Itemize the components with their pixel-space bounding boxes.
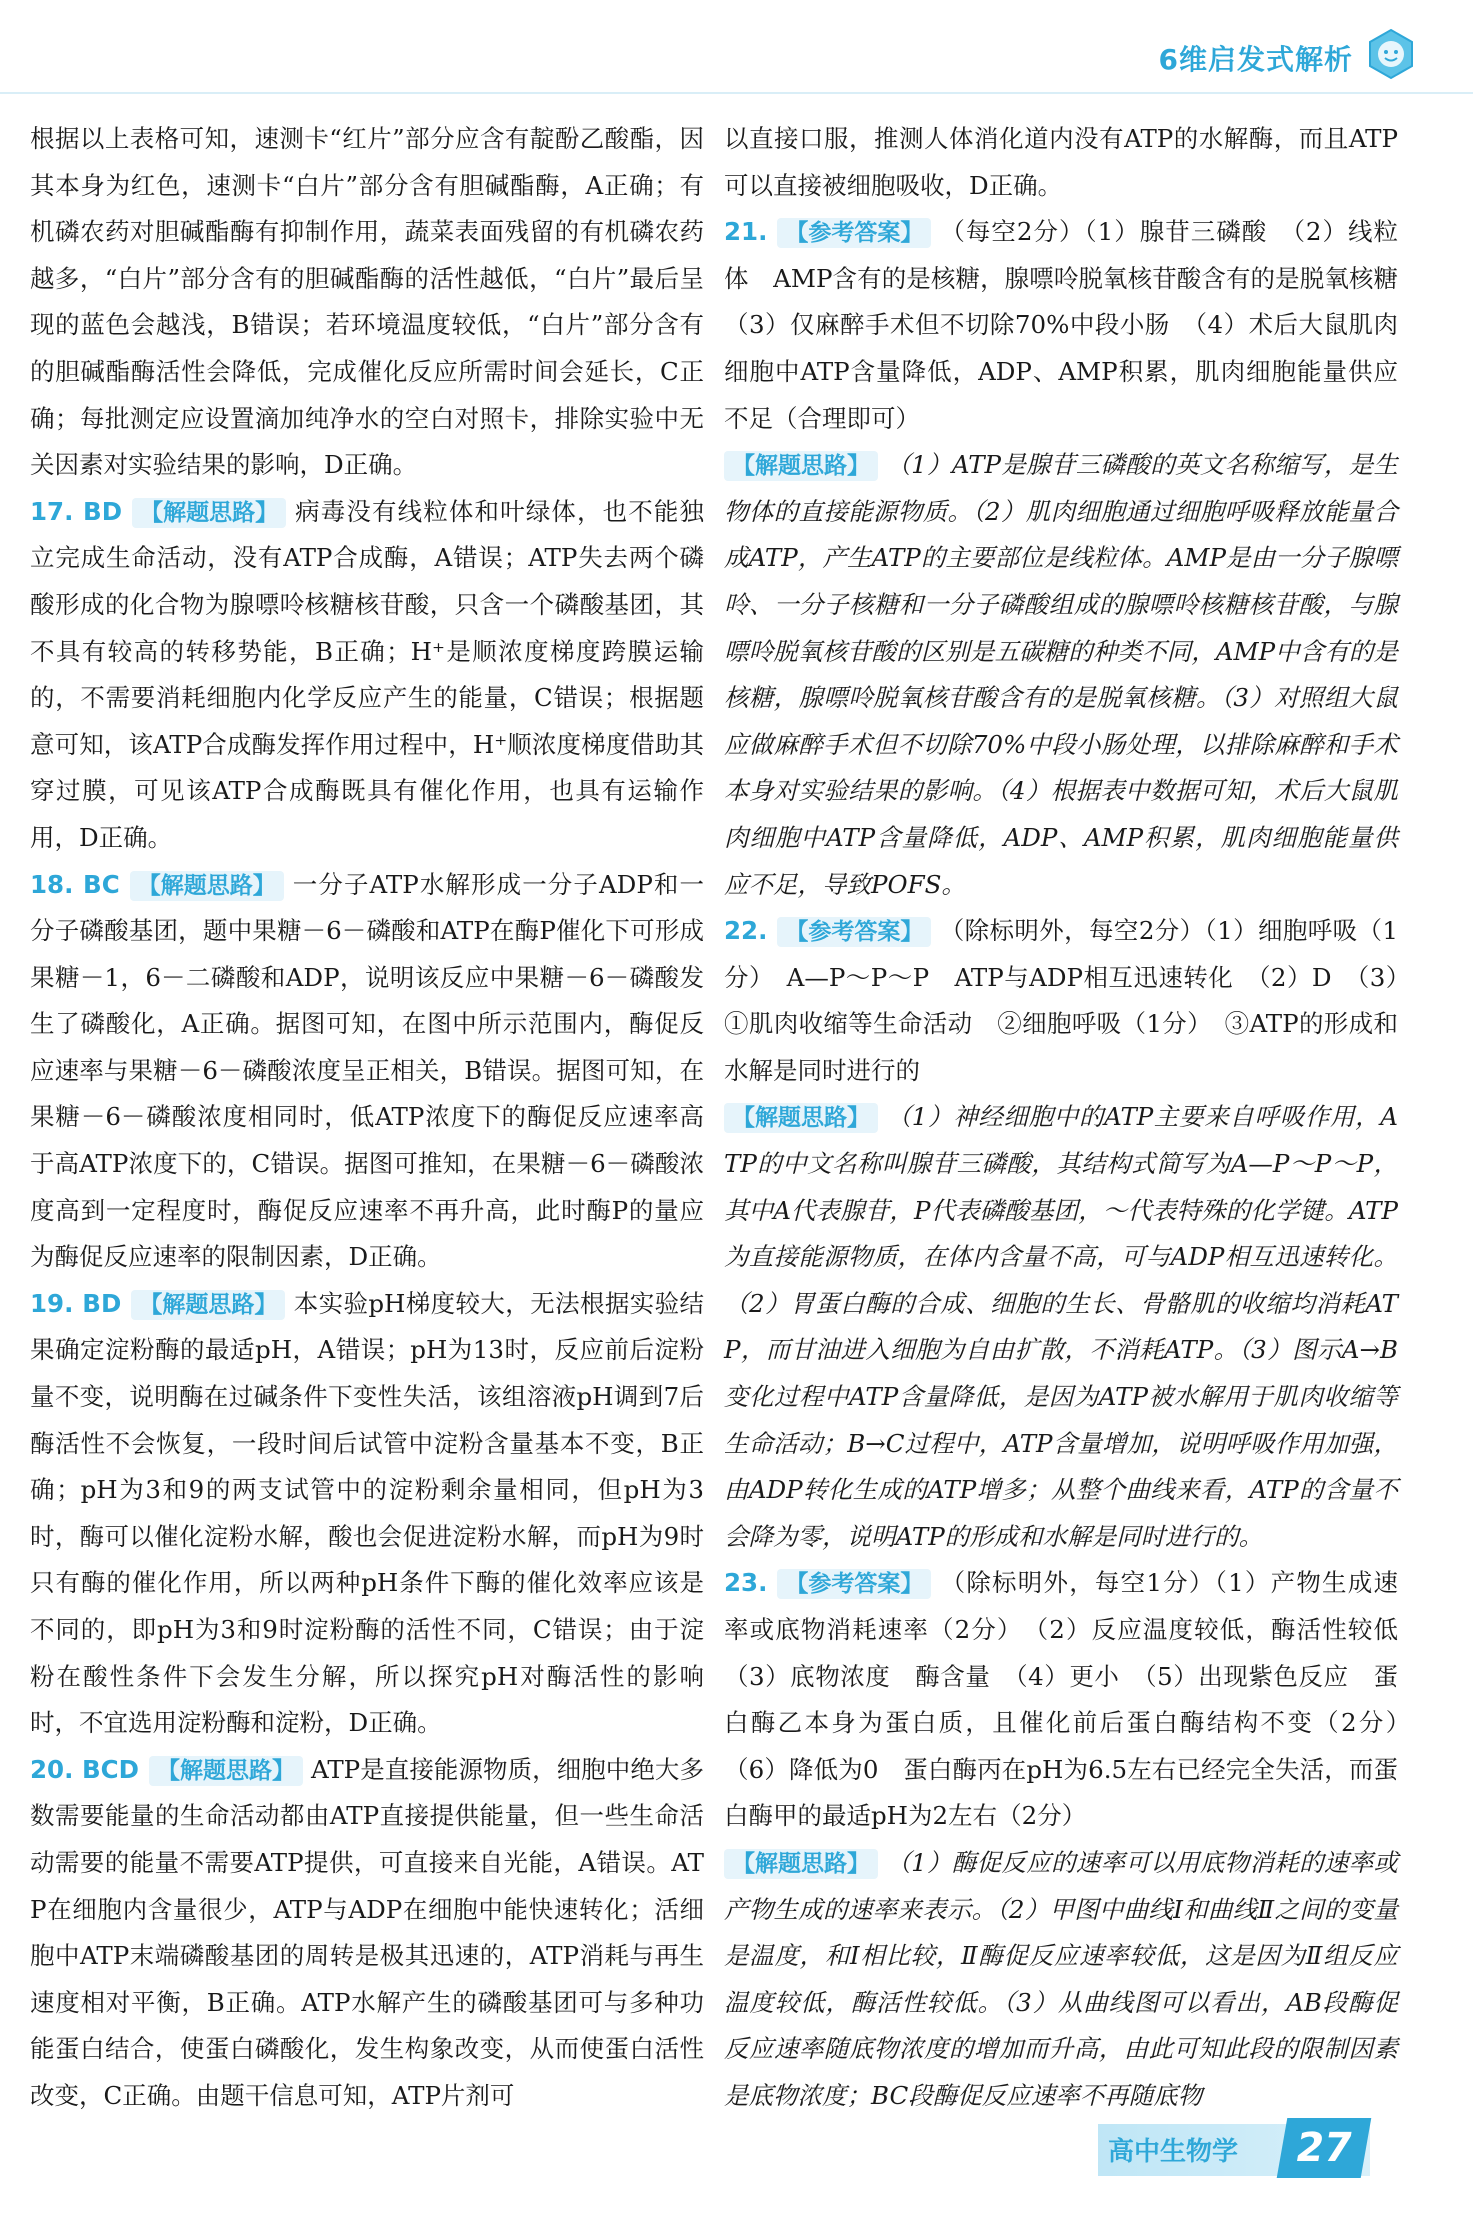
question-number: 22.: [724, 916, 768, 946]
answer-paragraph: [724, 1560, 1423, 1840]
question-number: 21.: [724, 217, 768, 247]
answer-paragraph: [30, 1747, 704, 2120]
header-badge-icon: [1365, 28, 1417, 80]
right-column: [724, 116, 1423, 2120]
header-divider: [0, 92, 1473, 94]
question-number: 18. BC: [30, 869, 120, 899]
paragraph-text: （每空2分）（1）腺苷三磷酸 （2）线粒体 AMP含有的是核糖，腺嘌呤脱氧核苷酸含有的是脱氧核糖 （3）仅麻醉手术但不切除70%中段小肠 （4）术后大鼠肌肉细胞中ATP含量降低，ADP、AMP积累，肌肉细胞能量供应不足（合理即可）: [724, 217, 1423, 433]
section-tag: 【参考答案】: [777, 917, 931, 947]
section-tag: 【解题思路】: [131, 1290, 285, 1320]
paragraph-text: （1）神经细胞中的ATP主要来自呼吸作用，ATP的中文名称叫腺苷三磷酸，其结构式简写为A—P～P～P，其中A代表腺苷，P代表磷酸基团，～代表特殊的化学键。ATP为直接能源物质，在体内含量不高，可与ADP相互迅速转化。（2）胃蛋白酶的合成、细胞的生长、骨骼肌的收缩均消耗ATP，而甘油进入细胞为自由扩散，不消耗ATP。（3）图示A→B变化过程中ATP含量降低，是因为ATP被水解用于肌肉收缩等生命活动；B→C过程中，ATP含量增加，说明呼吸作用加强，由ADP转化生成的ATP增多；从整个曲线来看，ATP的含量不会降为零，说明ATP的形成和水解是同时进行的。: [724, 1102, 1398, 1551]
answer-paragraph: [30, 862, 704, 1281]
footer-subject: 高中生物学: [1108, 2137, 1239, 2167]
answer-paragraph: [724, 209, 1423, 442]
paragraph-text: 根据以上表格可知，速测卡“红片”部分应含有靛酚乙酸酯，因其本身为红色，速测卡“白片”部分含有胆碱酯酶，A正确；有机磷农药对胆碱酯酶有抑制作用，蔬菜表面残留的有机磷农药越多，“白片”部分含有的胆碱酯酶的活性越低，“白片”最后呈现的蓝色会越浅，B错误；若环境温度较低，“白片”部分含有的胆碱酯酶活性会降低，完成催化反应所需时间会延长，C正确；每批测定应设置滴加纯净水的空白对照卡，排除实验中无关因素对实验结果的影响，D正确。: [30, 124, 704, 480]
page-number: 27: [1277, 2118, 1372, 2178]
section-tag: 【解题思路】: [149, 1756, 303, 1786]
section-tag: 【解题思路】: [724, 1103, 878, 1133]
section-tag: 【解题思路】: [724, 1849, 878, 1879]
paragraph-text: ATP是直接能源物质，细胞中绝大多数需要能量的生命活动都由ATP直接提供能量，但一些生命活动需要的能量不需要ATP提供，可直接来自光能，A错误。ATP在细胞内含量很少，ATP与ADP在细胞中能快速转化；活细胞中ATP末端磷酸基团的周转是极其迅速的，ATP消耗与再生速度相对平衡，B正确。ATP水解产生的磷酸基团可与多种功能蛋白结合，使蛋白磷酸化，发生构象改变，从而使蛋白活性改变，C正确。由题干信息可知，ATP片剂可: [30, 1754, 704, 2110]
question-number: 20. BCD: [30, 1754, 139, 1784]
section-tag: 【解题思路】: [724, 451, 878, 481]
answer-paragraph: [30, 116, 704, 489]
question-number: 23.: [724, 1568, 768, 1598]
answer-paragraph: [724, 1094, 1398, 1560]
header-title: 6维启发式解析: [1158, 43, 1353, 76]
paragraph-text: （除标明外，每空2分）（1）细胞呼吸（1分） A—P～P～P ATP与ADP相互迅速转化 （2）D （3）①肌肉收缩等生命活动 ②细胞呼吸（1分） ③ATP的形成和水解是同时进行的: [724, 916, 1398, 1085]
paragraph-text: 一分子ATP水解形成一分子ADP和一分子磷酸基团，题中果糖－6－磷酸和ATP在酶P催化下可形成果糖－1，6－二磷酸和ADP，说明该反应中果糖－6－磷酸发生了磷酸化，A正确。据图可知，在图中所示范围内，酶促反应速率与果糖－6－磷酸浓度呈正相关，B错误。据图可知，在果糖－6－磷酸浓度相同时，低ATP浓度下的酶促反应速率高于高ATP浓度下的，C错误。据图可推知，在果糖－6－磷酸浓度高到一定程度时，酶促反应速率不再升高，此时酶P的量应为酶促反应速率的限制因素，D正确。: [30, 869, 704, 1272]
paragraph-text: （1）酶促反应的速率可以用底物消耗的速率或产物生成的速率来表示。（2）甲图中曲线Ⅰ和曲线Ⅱ之间的变量是温度，和Ⅰ相比较，Ⅱ酶促反应速率较低，这是因为Ⅱ组反应温度较低，酶活性较低。（3）从曲线图可以看出，AB段酶促反应速率随底物浓度的增加而升高，由此可知此段的限制因素是底物浓度；BC段酶促反应速率不再随底物: [724, 1847, 1398, 2110]
section-tag: 【解题思路】: [130, 871, 284, 901]
answer-paragraph: [30, 489, 704, 862]
paragraph-text: 以直接口服，推测人体消化道内没有ATP的水解酶，而且ATP可以直接被细胞吸收，D正确。: [724, 124, 1398, 200]
paragraph-text: （除标明外，每空1分）（1）产物生成速率或底物消耗速率（2分） （2）反应温度较低，酶活性较低 （3）底物浓度 酶含量 （4）更小 （5）出现紫色反应 蛋白酶乙本身为蛋白质，且催化前后蛋白酶结构不变（2分） （6）降低为0 蛋白酶丙在pH为6.5左右已经完全失活，而蛋白酶甲的最适pH为2左右（2分）: [724, 1568, 1423, 1831]
answer-paragraph: [724, 908, 1398, 1094]
answer-paragraph: [724, 442, 1398, 908]
paragraph-text: 病毒没有线粒体和叶绿体，也不能独立完成生命活动，没有ATP合成酶，A错误；ATP失去两个磷酸形成的化合物为腺嘌呤核糖核苷酸，只含一个磷酸基团，其不具有较高的转移势能，B正确；H⁺是顺浓度梯度跨膜运输的，不需要消耗细胞内化学反应产生的能量，C错误；根据题意可知，该ATP合成酶发挥作用过程中，H⁺顺浓度梯度借助其穿过膜，可见该ATP合成酶既具有催化作用，也具有运输作用，D正确。: [30, 496, 704, 852]
section-tag: 【解题思路】: [132, 498, 286, 528]
answer-paragraph: [724, 116, 1398, 209]
answer-paragraph: [30, 1281, 704, 1747]
answer-paragraph: [724, 1840, 1398, 2120]
section-tag: 【参考答案】: [777, 1569, 931, 1599]
left-column: [30, 116, 704, 2120]
paragraph-text: 本实验pH梯度较大，无法根据实验结果确定淀粉酶的最适pH，A错误；pH为13时，反应前后淀粉量不变，说明酶在过碱条件下变性失活，该组溶液pH调到7后酶活性不会恢复，一段时间后试管中淀粉含量基本不变，B正确；pH为3和9的两支试管中的淀粉剩余量相同，但pH为3时，酶可以催化淀粉水解，酸也会促进淀粉水解，而pH为9时只有酶的催化作用，所以两种pH条件下酶的催化效率应该是不同的，即pH为3和9时淀粉酶的活性不同，C错误；由于淀粉在酸性条件下会发生分解，所以探究pH对酶活性的影响时，不宜选用淀粉酶和淀粉，D正确。: [30, 1288, 704, 1738]
paragraph-text: （1）ATP是腺苷三磷酸的英文名称缩写，是生物体的直接能源物质。（2）肌肉细胞通过细胞呼吸释放能量合成ATP，产生ATP的主要部位是线粒体。AMP是由一分子腺嘌呤、一分子核糖和一分子磷酸组成的腺嘌呤核糖核苷酸，与腺嘌呤脱氧核苷酸的区别是五碳糖的种类不同，AMP中含有的是核糖，腺嘌呤脱氧核苷酸含有的是脱氧核糖。（3）对照组大鼠应做麻醉手术但不切除70%中段小肠处理，以排除麻醉和手术本身对实验结果的影响。（4）根据表中数据可知，术后大鼠肌肉细胞中ATP含量降低，ADP、AMP积累，肌肉细胞能量供应不足，导致POFS。: [724, 450, 1398, 899]
question-number: 19. BD: [30, 1288, 122, 1318]
section-tag: 【参考答案】: [777, 218, 931, 248]
question-number: 17. BD: [30, 496, 123, 526]
